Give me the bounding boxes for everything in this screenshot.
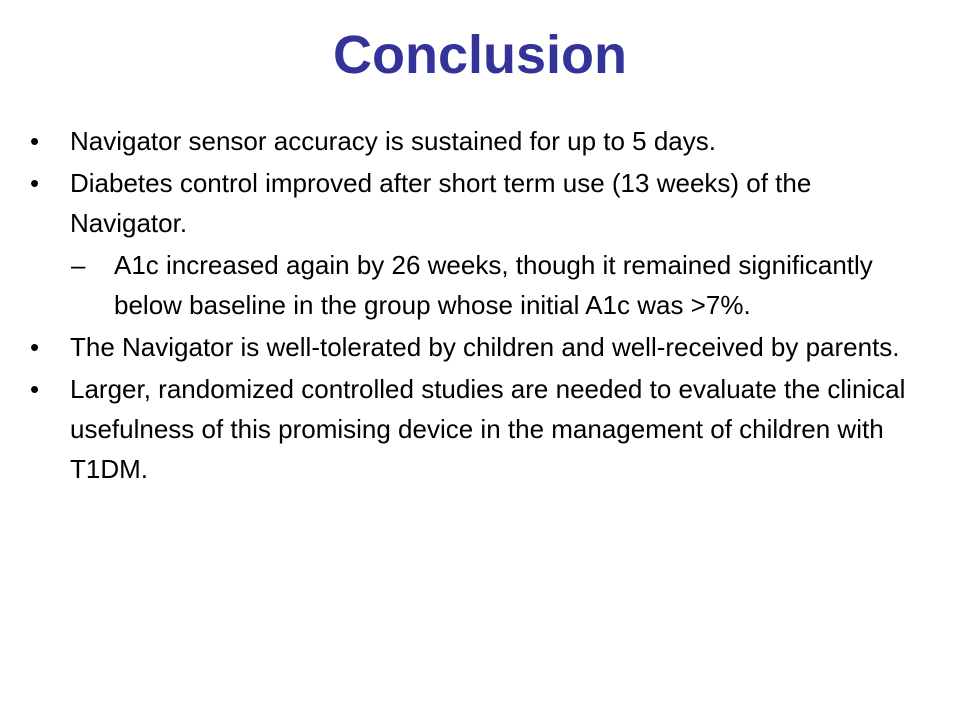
slide-title: Conclusion (333, 25, 627, 85)
bullet-marker: • (30, 374, 40, 404)
bullet-item (30, 121, 910, 161)
sub-bullet-list (30, 245, 910, 325)
sub-bullet-item (30, 245, 910, 325)
bullet-list (30, 121, 910, 491)
sub-bullet-text: A1c increased again by 26 weeks, though it remained significantly below baseline in the group whose initial A1c was >7%. (114, 250, 873, 320)
bullet-text: Larger, randomized controlled studies are needed to evaluate the clinical usefulness of this promising device in the management of children with T1DM. (70, 374, 906, 484)
bullet-item (30, 369, 910, 489)
bullet-marker: • (30, 332, 40, 362)
bullet-text: The Navigator is well-tolerated by children and well-received by parents. (70, 332, 900, 362)
bullet-text: Diabetes control improved after short term use (13 weeks) of the Navigator. (70, 168, 812, 238)
sub-bullet-group (30, 245, 910, 325)
bullet-item (30, 327, 910, 367)
bullet-text: Navigator sensor accuracy is sustained for up to 5 days. (70, 126, 716, 156)
bullet-marker: • (30, 126, 40, 156)
bullet-marker: • (30, 168, 40, 198)
bullet-item (30, 163, 910, 243)
sub-bullet-marker: – (71, 250, 86, 280)
